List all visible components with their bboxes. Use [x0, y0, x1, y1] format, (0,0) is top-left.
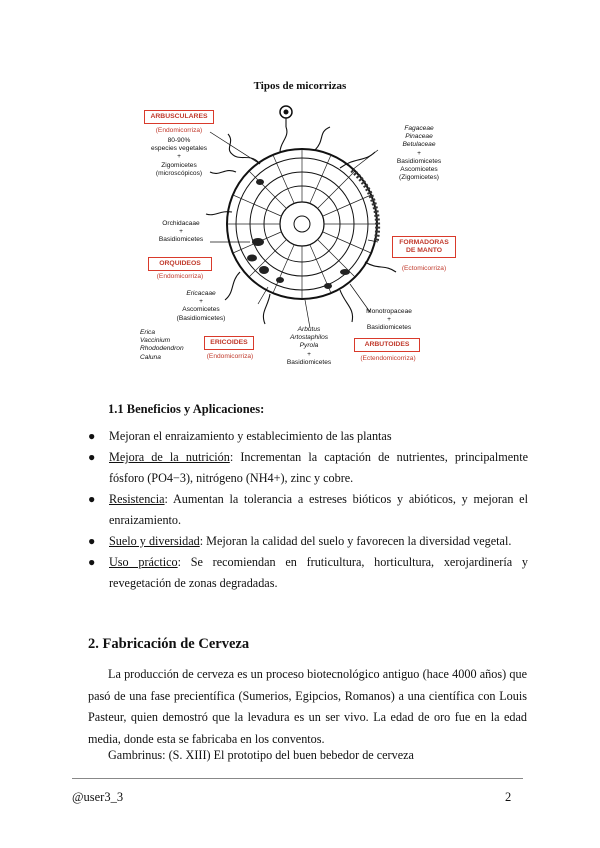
- desc-line: +: [177, 153, 181, 161]
- desc-line: Basidiomicetes: [396, 157, 442, 165]
- list-item: [88, 447, 528, 489]
- benefits-list: [88, 426, 528, 594]
- bullet-icon: ●: [88, 534, 96, 548]
- label-ericoides: ERICOIDES: [204, 336, 254, 350]
- desc-line: Zigomicetes: [161, 161, 197, 169]
- label-fagaceae-group: [378, 125, 460, 182]
- box-line: DE MANTO: [405, 247, 443, 254]
- label-arbutoides: ARBUTOIDES: [354, 338, 420, 352]
- label-ericaceae-group: [168, 290, 234, 323]
- desc-line: +: [179, 228, 183, 236]
- desc-line: 80-90%: [167, 137, 191, 144]
- desc-line: Arbutus: [297, 326, 321, 333]
- desc-line: +: [307, 350, 311, 358]
- gambrinus-line: Gambrinus: (S. XIII) El prototipo del buen bebedor de cerveza: [108, 748, 414, 762]
- desc-line: Orchidacaae: [162, 220, 200, 227]
- label-arbutus-group: [276, 326, 342, 367]
- list-item: [88, 531, 528, 552]
- box-line: FORMADORAS: [399, 239, 449, 246]
- chapter-heading: 2. Fabricación de Cerveza: [88, 636, 250, 652]
- desc-line: Pyrola: [299, 342, 319, 350]
- footer-author: @user3_3: [72, 790, 124, 804]
- bullet-icon: ●: [88, 450, 96, 464]
- item-sep: :: [164, 492, 173, 506]
- item-text: Se recomiendan en fruticultura, horticultura, xerojardinería y revegetación de zonas degradadas.: [109, 555, 528, 590]
- chapter-paragraph: [88, 664, 527, 750]
- item-text: Mejoran el enraizamiento y establecimiento de las plantas: [109, 429, 392, 443]
- figure-title: Tipos de micorrizas: [253, 80, 347, 92]
- item-text: Aumentan la tolerancia a estreses bióticos y abióticos, y mejoran el enraizamiento.: [109, 492, 528, 527]
- mycorrhiza-figure: [140, 72, 460, 372]
- desc-line: Pinaceae: [405, 133, 433, 141]
- label-formadoras-de-manto: [392, 236, 456, 258]
- label-erica-list: [140, 329, 192, 362]
- list-item: [88, 552, 528, 594]
- desc-line: (microscópicos): [155, 169, 203, 177]
- desc-line: +: [199, 298, 203, 306]
- desc-line: +: [387, 316, 391, 324]
- desc-line: Vaccinium: [140, 337, 171, 345]
- label-formadoras-type: (Ectomicorriza): [401, 265, 447, 272]
- list-item: [88, 489, 528, 531]
- paragraph-text: La producción de cerveza es un proceso biotecnológico antiguo (hace 4000 años) que pasó de una fase precientífica (Sumerios, Egipcios, Romanos) a una científica con Louis Pasteur, quien demostró que la levadura es un ser vivo. La edad de oro fue en la edad media, donde esta se fabricaba en los conventos.: [88, 667, 527, 746]
- footer-divider: [72, 778, 523, 779]
- desc-line: Basidiomicetes: [286, 358, 332, 366]
- label-monotropaceae-group: [354, 308, 424, 333]
- page-number: 2: [505, 790, 512, 804]
- desc-line: Artostaphilos: [289, 334, 329, 342]
- section-heading: 1.1 Beneficios y Aplicaciones:: [108, 402, 265, 416]
- bullet-icon: ●: [88, 492, 96, 506]
- desc-line: Fagaceae: [404, 125, 434, 132]
- desc-line: Ascomicetes: [400, 166, 438, 174]
- label-arbutoides-type: (Ectendomicorriza): [360, 355, 416, 362]
- item-sep: :: [177, 555, 191, 569]
- item-sep: :: [199, 534, 207, 548]
- desc-line: especies vegetales: [150, 145, 208, 153]
- desc-line: Caluna: [140, 353, 161, 361]
- label-arbusculares-desc: [142, 137, 216, 178]
- label-orchid-group: [146, 220, 216, 245]
- bullet-icon: ●: [88, 429, 96, 443]
- desc-line: Basidiomicetes: [366, 324, 412, 332]
- desc-line: Ericacaae: [186, 290, 216, 297]
- label-ericoides-type: (Endomicorriza): [206, 353, 254, 360]
- label-orquideos: ORQUIDEOS: [148, 257, 212, 271]
- item-term: Mejora de la nutrición: [109, 450, 230, 464]
- desc-line: Betulaceae: [402, 141, 436, 149]
- label-arbusculares: ARBUSCULARES: [144, 110, 214, 124]
- item-text: Mejoran la calidad del suelo y favorecen la diversidad vegetal.: [206, 534, 512, 548]
- desc-line: Monotropaceae: [366, 308, 412, 315]
- desc-line: +: [417, 149, 421, 157]
- item-term: Suelo y diversidad: [109, 534, 200, 548]
- item-term: Resistencia: [109, 492, 165, 506]
- label-orquideos-type: (Endomicorriza): [156, 273, 204, 280]
- item-term: Uso práctico: [109, 555, 178, 569]
- label-arbusculares-type: (Endomicorriza): [155, 127, 203, 134]
- desc-line: Ascomicetes: [182, 306, 220, 314]
- item-sep: :: [229, 450, 241, 464]
- desc-line: Rhododendron: [140, 345, 184, 353]
- list-item: [88, 426, 528, 447]
- desc-line: Erica: [140, 329, 156, 336]
- desc-line: (Zigomicetes): [399, 174, 439, 182]
- bullet-icon: ●: [88, 555, 96, 569]
- item-text: Incrementan la captación de nutrientes, principalmente fósforo (PO4−3), nitrógeno (NH4+), zinc y cobre.: [109, 450, 529, 485]
- desc-line: Basidiomicetes: [158, 236, 204, 244]
- desc-line: (Basidiomicetes): [176, 314, 226, 322]
